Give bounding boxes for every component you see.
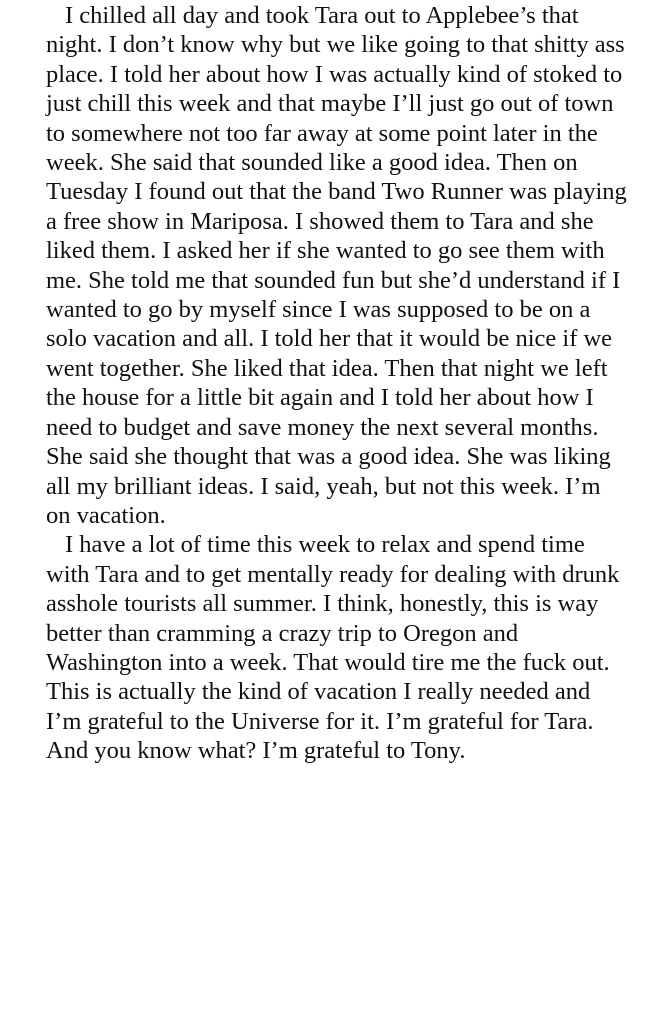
paragraph-2: I have a lot of time this week to relax and spend time with Tara and to get mentally ready for dealing with drunk asshole tourists all summer. I think, honestly, this is way better than cramming a crazy trip to Oregon and Washington into a week. That would tire me the fuck out. This is actually the kind of vacation I really needed and I’m grateful to the Universe for it. I’m grateful for Tara. And you know what? I’m grateful to Tony.	[46, 531, 620, 765]
document-page	[46, 0, 628, 766]
paragraph-1: I chilled all day and took Tara out to Applebee’s that night. I don’t know why but we like going to that shitty ass place. I told her about how I was actually kind of stoked to just chill this week and that maybe I’ll just go out of town to somewhere not too far away at some point later in the week. She said that sounded like a good idea. Then on Tuesday I found out that the band Two Runner was playing a free show in Mariposa. I showed them to Tara and she liked them. I asked her if she wanted to go see them with me. She told me that sounded fun but she’d understand if I wanted to go by myself since I was supposed to be on a solo vacation and all. I told her that it would be nice if we went together. She liked that idea. Then that night we left the house for a little bit again and I told her about how I need to budget and save money the next several months. She said she thought that was a good idea. She was liking all my brilliant ideas. I said, yeah, but not this week. I’m on vacation.	[46, 2, 627, 529]
